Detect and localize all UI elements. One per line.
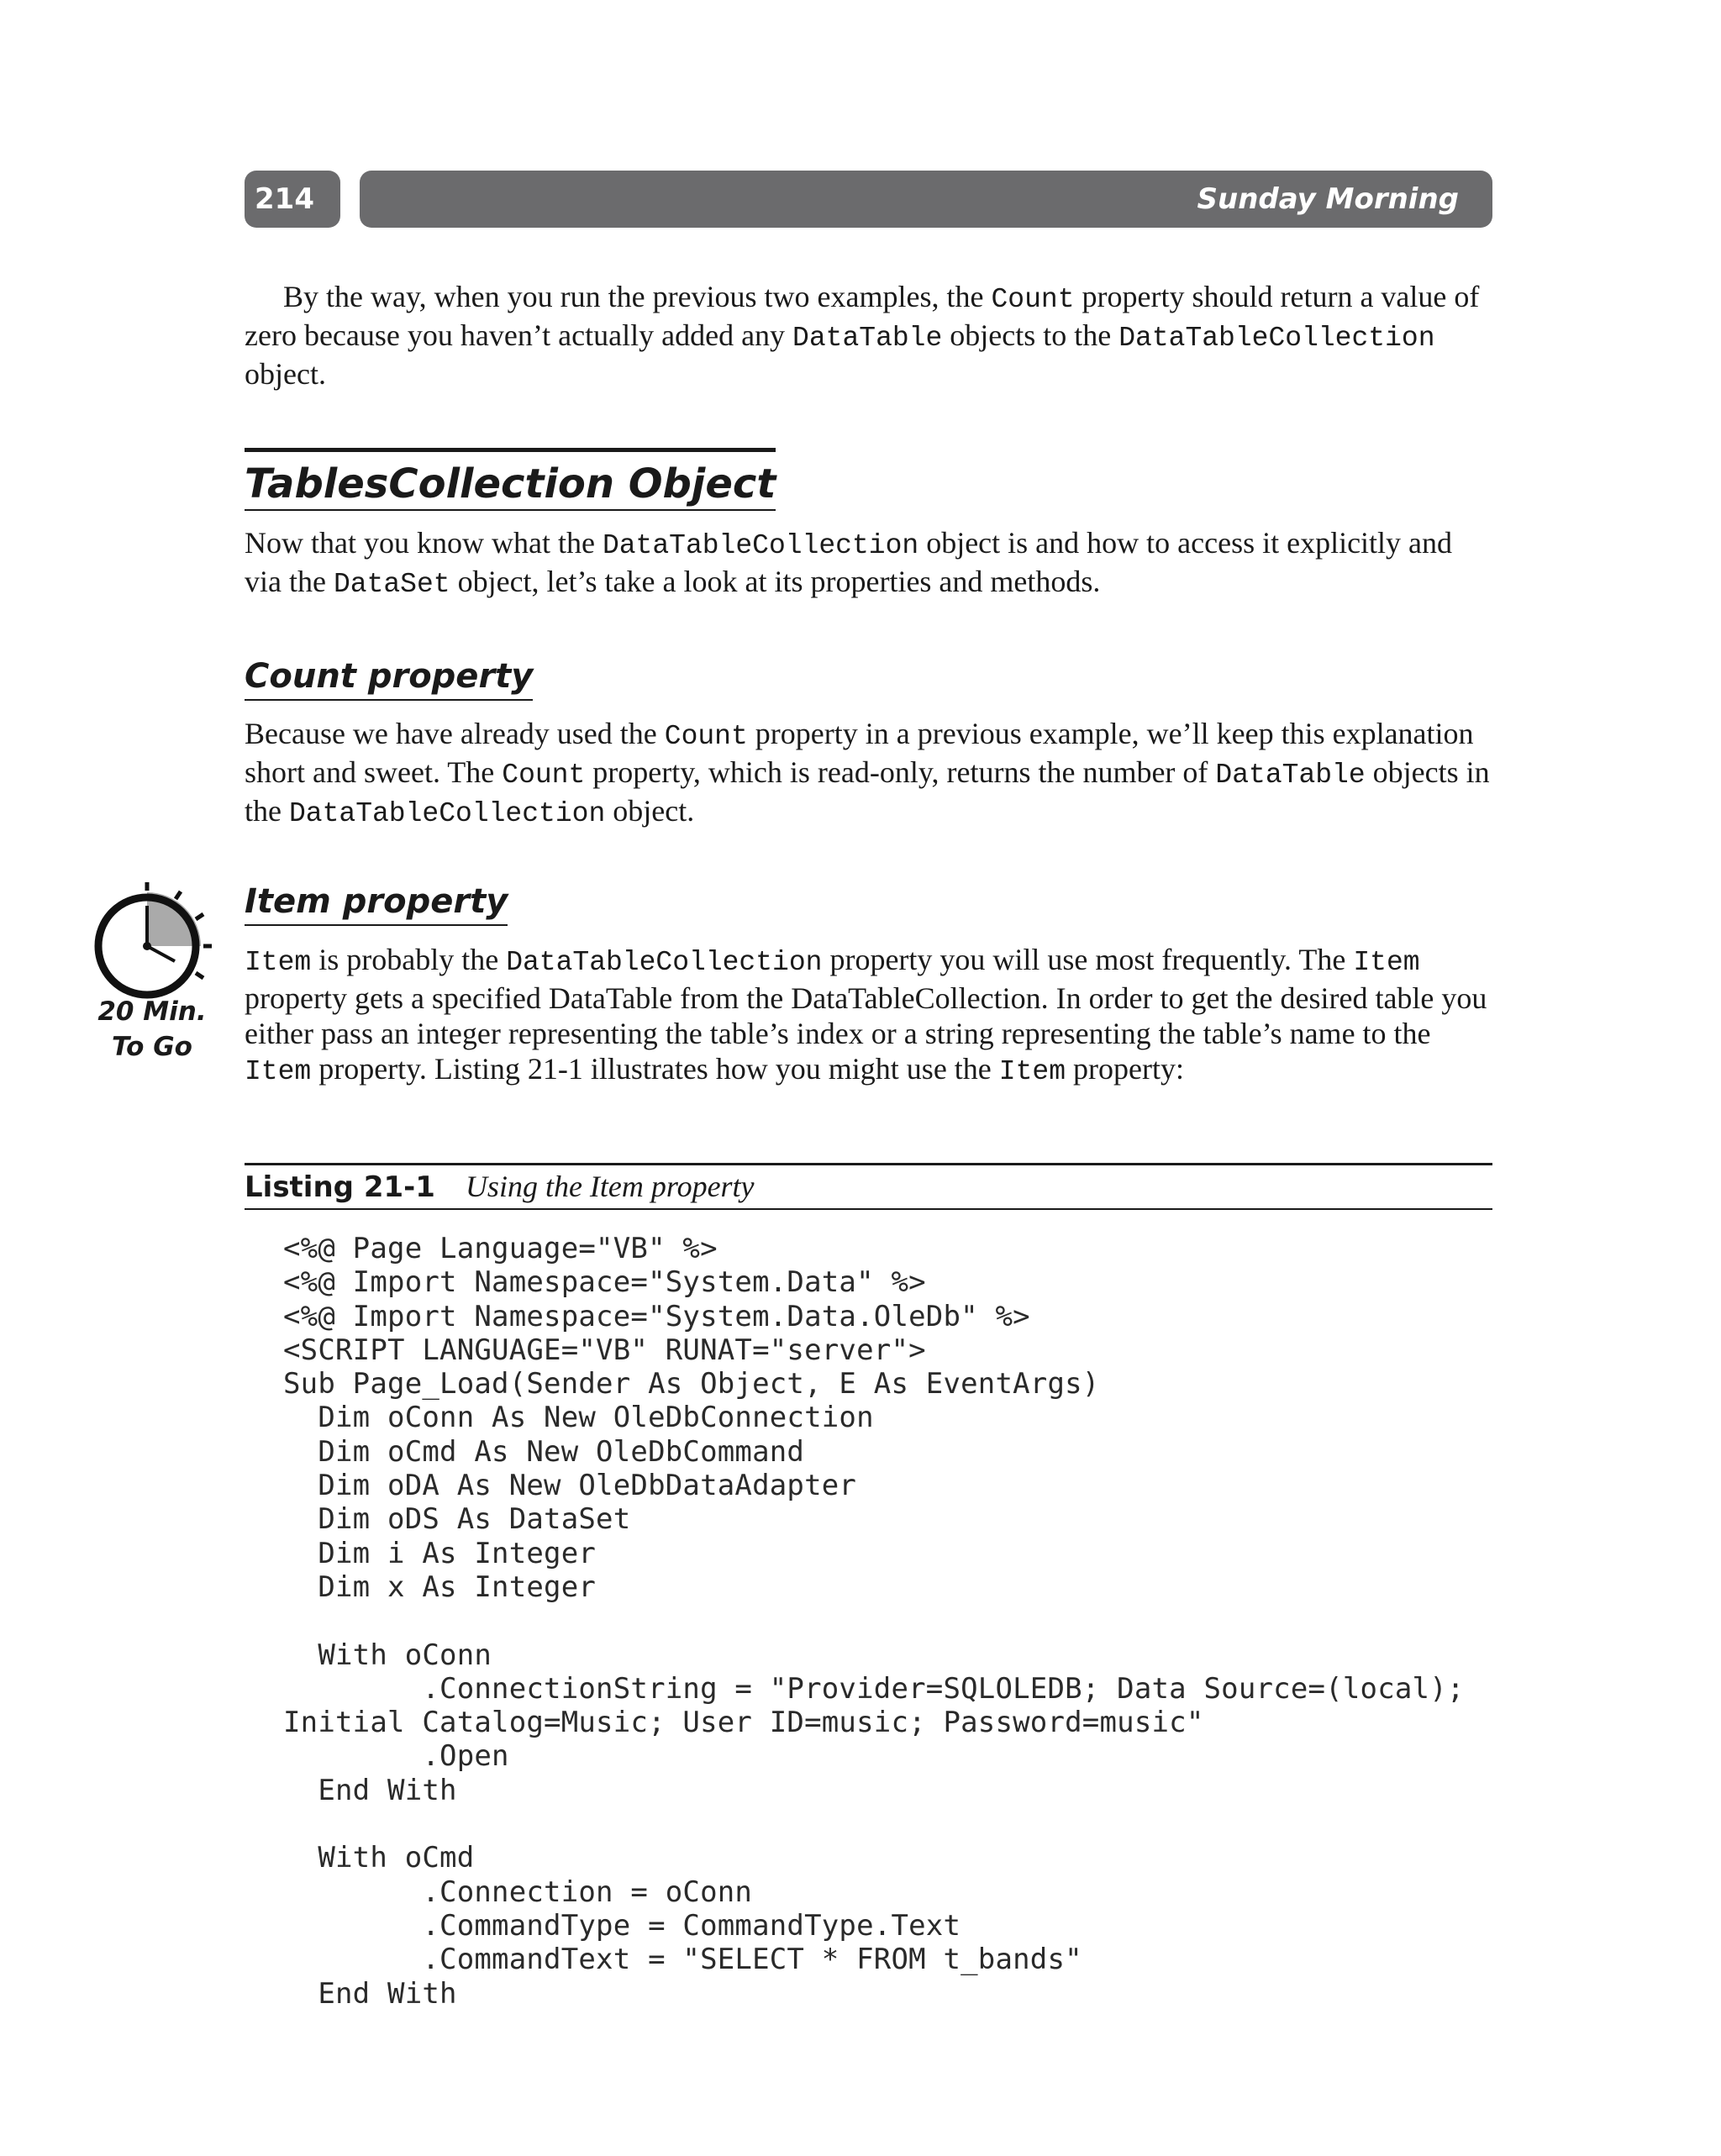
listing-caption: Using the Item property (465, 1170, 755, 1203)
listing-label: Listing 21-1 (245, 1170, 435, 1204)
count-property-paragraph: Because we have already used the Count property in a previous example, we’ll keep this explanation short and sweet. The Count property, which is read-only, returns the number of DataTable objects in the DataTableCollection object. (245, 717, 1490, 829)
timer-label-line2: To Go (112, 1032, 192, 1062)
tablescollection-paragraph: Now that you know what the DataTableCollection object is and how to access it explicitly and via the DataSet object, let’s take a look at its properties and methods. (245, 526, 1453, 600)
item-property-paragraph: Item is probably the DataTableCollection property you will use most frequently. The Item property gets a specified DataTable from the DataTableCollection. In order to get the desired table you either pass an integer representing the table’s index or a string representing the table’s name to the Item property. Listing 21-1 illustrates how you might use the Item property: (245, 943, 1487, 1087)
page-number: 214 (245, 171, 340, 228)
code-listing: <%@ Page Language="VB" %> <%@ Import Namespace="System.Data" %> <%@ Import Namespace="System.Data.OleDb" %> <SCRIPT LANGUAGE="VB" RUNAT="server"> Sub Page_Load(Sender As Object, E As EventArgs) Dim oConn As New OleDbConnection Dim oCmd As New OleDbCommand Dim oDA As New OleDbDataAdapter Dim oDS As DataSet Dim i As Integer Dim x As Integer With oConn .ConnectionString = "Provider=SQLOLEDB; Data Source=(local); Initial Catalog=Music; User ID=music; Password=music" .Open End With With oCmd .Connection = oConn .CommandType = CommandType.Text .CommandText = "SELECT * FROM t_bands" End With (283, 1232, 1465, 2011)
running-header (360, 171, 1492, 228)
count-property-heading: Count property (245, 655, 533, 701)
section-title: Sunday Morning (1197, 182, 1459, 216)
intro-paragraph: By the way, when you run the previous two examples, the Count property should return a value of zero because you haven’t actually added any DataTable objects to the DataTableCollection object. (245, 280, 1480, 391)
listing-header (245, 1163, 1492, 1210)
clock-timer-icon (94, 881, 220, 1007)
item-property-heading: Item property (245, 881, 508, 926)
timer-label (89, 994, 215, 1065)
timer-label-line1: 20 Min. (97, 996, 207, 1027)
tablescollection-heading: TablesCollection Object (245, 448, 776, 511)
